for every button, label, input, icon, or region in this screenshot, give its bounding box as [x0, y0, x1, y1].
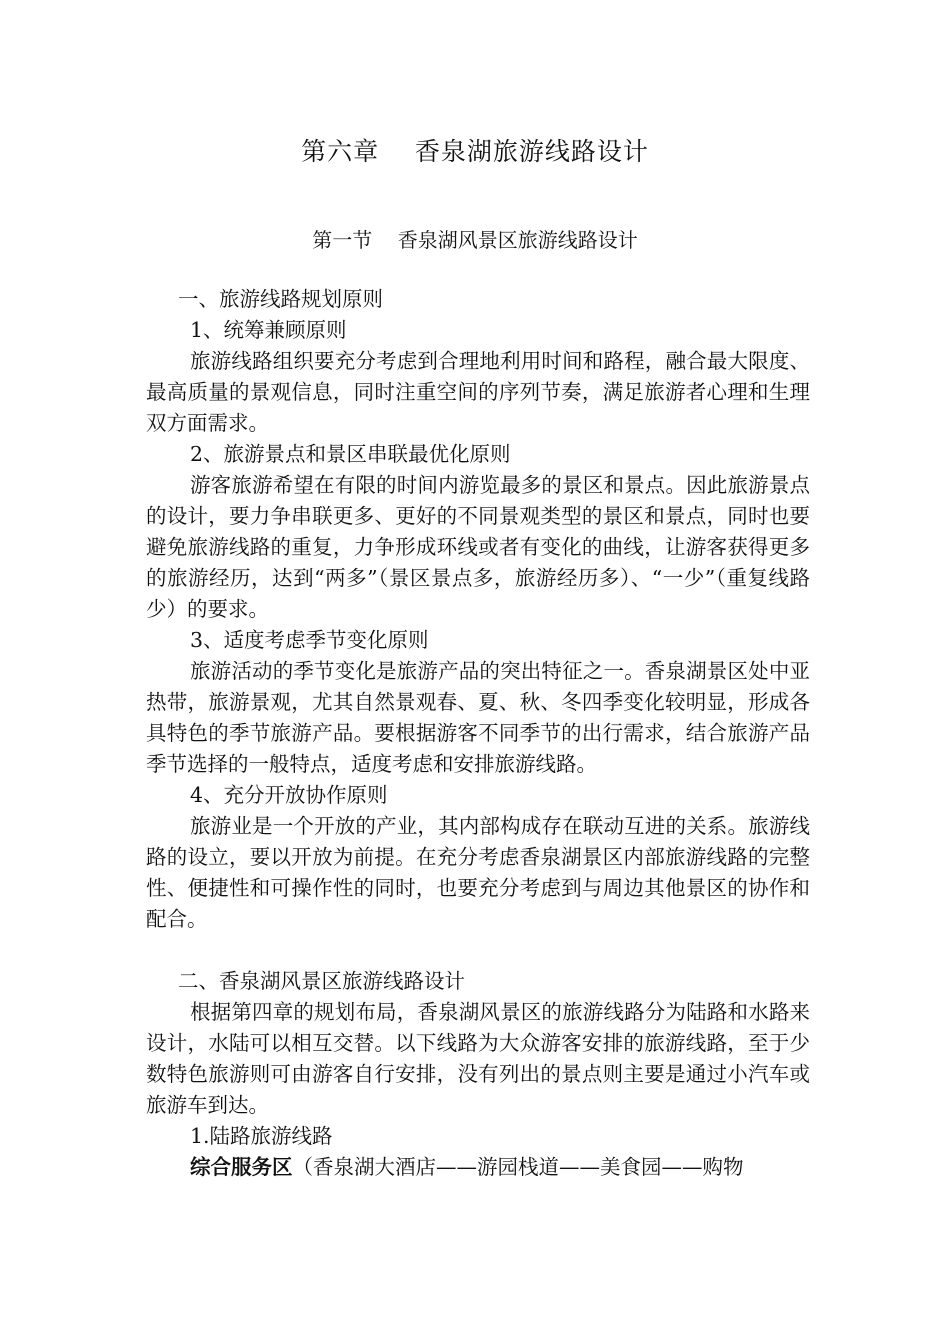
item3-paragraph: 旅游活动的季节变化是旅游产品的突出特征之一。香泉湖景区处中亚热带，旅游景观，尤其自然景观春、夏、秋、冬四季变化较明显，形成各具特色的季节旅游产品。要根据游客不同季节的出行需求，结合旅游产品季节选择的一般特点，适度考虑和安排旅游线路。 [146, 659, 810, 776]
document-body [146, 284, 810, 1183]
item4-paragraph: 旅游业是一个开放的产业，其内部构成存在联动互进的关系。旅游线路的设立，要以开放为前提。在充分考虑香泉湖景区内部旅游线路的完整性、便捷性和可操作性的同时，也要充分考虑到与周边其他景区的协作和配合。 [146, 814, 810, 931]
route1-paragraph [146, 1152, 810, 1183]
item1-heading: 1、统筹兼顾原则 [190, 318, 347, 342]
sub1-heading: 1.陆路旅游线路 [190, 1124, 333, 1148]
route1-label: 综合服务区 [190, 1155, 293, 1179]
item3-heading: 3、适度考虑季节变化原则 [190, 628, 429, 652]
section-spacer [146, 935, 810, 966]
part2-heading: 二、香泉湖风景区旅游线路设计 [178, 969, 465, 993]
item2-heading: 2、旅游景点和景区串联最优化原则 [190, 442, 511, 466]
item2-paragraph: 游客旅游希望在有限的时间内游览最多的景区和景点。因此旅游景点的设计，要力争串联更多、更好的不同景观类型的景区和景点，同时也要避免旅游线路的重复，力争形成环线或者有变化的曲线，让游客获得更多的旅游经历，达到“两多”（景区景点多，旅游经历多）、“一少”（重复线路少）的要求。 [146, 473, 810, 621]
route1-text: （香泉湖大酒店——游园栈道——美食园——购物 [292, 1155, 744, 1179]
item1-paragraph: 旅游线路组织要充分考虑到合理地利用时间和路程，融合最大限度、最高质量的景观信息，同时注重空间的序列节奏，满足旅游者心理和生理双方面需求。 [146, 349, 810, 435]
part1-heading: 一、旅游线路规划原则 [178, 287, 383, 311]
chapter-title: 第六章 香泉湖旅游线路设计 [301, 137, 649, 166]
part2-intro-paragraph: 根据第四章的规划布局，香泉湖风景区的旅游线路分为陆路和水路来设计，水陆可以相互交替。以下线路为大众游客安排的旅游线路，至于少数特色旅游则可由游客自行安排，没有列出的景点则主要是通过小汽车或旅游车到达。 [146, 1000, 810, 1117]
item4-heading: 4、充分开放协作原则 [190, 783, 388, 807]
section-title: 第一节 香泉湖风景区旅游线路设计 [312, 228, 638, 252]
